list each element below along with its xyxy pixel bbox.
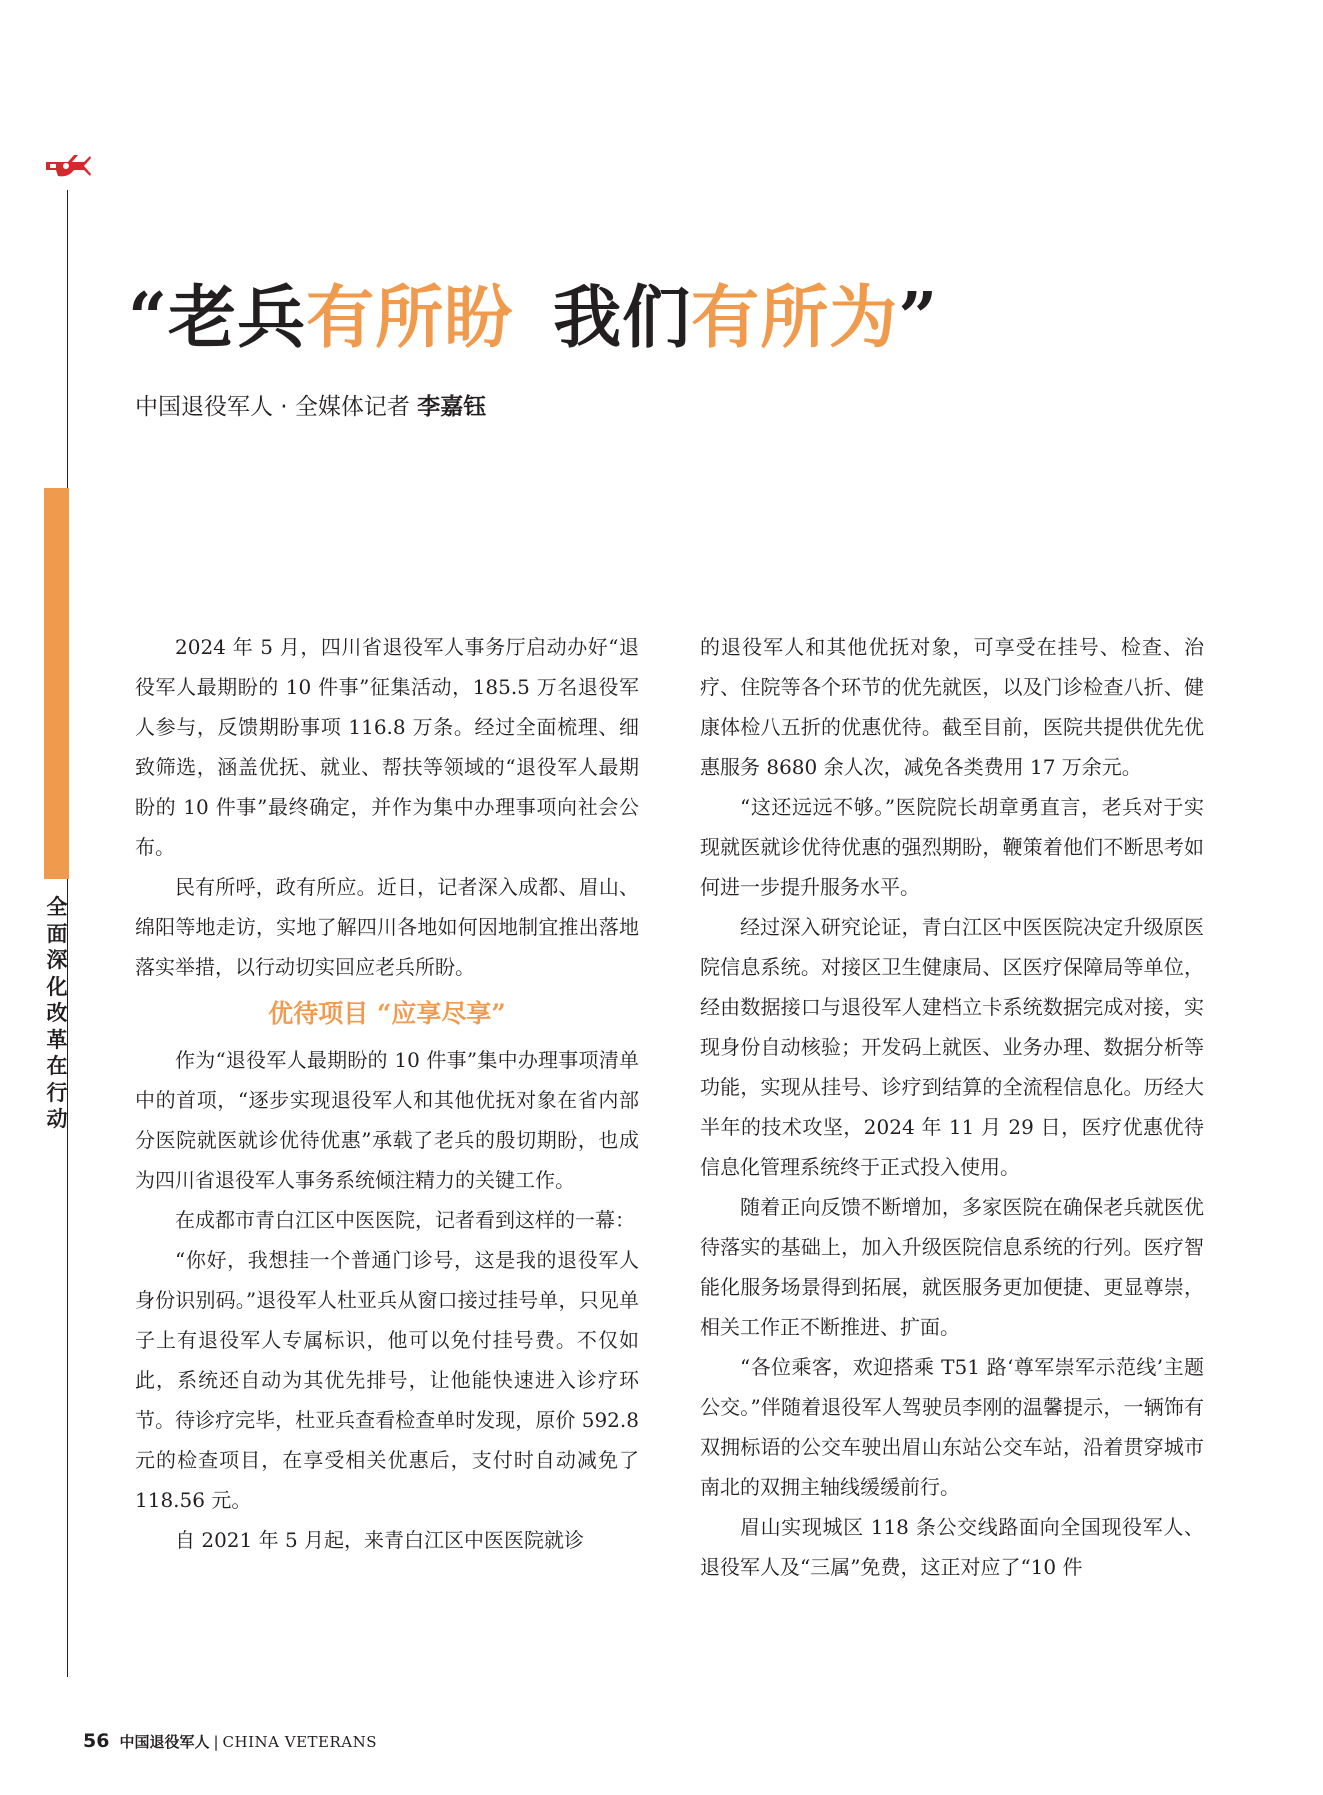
title-close-quote: ” <box>898 278 939 358</box>
paragraph-continued: 的退役军人和其他优抚对象，可享受在挂号、检查、治疗、住院等各个环节的优先就医，以及门诊检查八折、健康体检八五折的优惠优待。截至目前，医院共提供优先优惠服务 8680 余人次，减免各类费用 17 万余元。 <box>700 635 1204 779</box>
section-label-char: 化 <box>46 974 68 999</box>
section-label-char: 在 <box>46 1054 68 1078</box>
paragraph: “这还远远不够。”医院院长胡章勇直言，老兵对于实现就医就诊优待优惠的强烈期盼，鞭策着他们不断思考如何进一步提升服务水平。 <box>700 795 1204 899</box>
paragraph: 随着正向反馈不断增加，多家医院在确保老兵就医优待落实的基础上，加入升级医院信息系统的行列。医疗智能化服务场景得到拓展，就医服务更加便捷、更显尊崇，相关工作正不断推进、扩面。 <box>700 1195 1204 1339</box>
paragraph: 民有所呼，政有所应。近日，记者深入成都、眉山、绵阳等地走访，实地了解四川各地如何因地制宜推出落地落实举措，以行动切实回应老兵所盼。 <box>135 875 639 979</box>
section-accent-bar <box>44 488 69 879</box>
section-label-char: 全 <box>46 895 68 919</box>
title-highlight: 有所盼 <box>306 278 514 358</box>
paragraph: 作为“退役军人最期盼的 10 件事”集中办理事项清单中的首项，“逐步实现退役军人和其他优抚对象在省内部分医院就医就诊优待优惠”承载了老兵的殷切期盼，也成为四川省退役军人事务系统倾注精力的关键工作。 <box>135 1048 639 1192</box>
right-column <box>700 627 1204 1587</box>
section-label-char: 深 <box>46 948 68 972</box>
page-footer <box>83 1730 377 1752</box>
publication-name: 中国退役军人 <box>119 1733 210 1751</box>
paragraph: 眉山实现城区 118 条公交线路面向全国现役军人、退役军人及“三属”免费，这正对应了“10 件 <box>700 1515 1204 1579</box>
byline-author: 李嘉钰 <box>417 394 487 420</box>
byline <box>135 388 486 421</box>
section-label-char: 动 <box>46 1107 68 1131</box>
page-number: 56 <box>83 1730 110 1752</box>
left-column <box>135 627 639 1560</box>
paragraph: 2024 年 5 月，四川省退役军人事务厅启动办好“退役军人最期盼的 10 件事”征集活动，185.5 万名退役军人参与，反馈期盼事项 116.8 万条。经过全面梳理、细致筛选，涵盖优抚、就业、帮扶等领域的“退役军人最期盼的 10 件事”最终确定，并作为集中办理事项向社会公布。 <box>135 635 639 859</box>
byline-prefix: 中国退役军人 · 全媒体记者 <box>135 394 418 420</box>
paragraph: 在成都市青白江区中医医院，记者看到这样的一幕： <box>175 1208 635 1232</box>
title-open-quote: “ <box>128 278 169 358</box>
section-label-char: 行 <box>46 1080 68 1105</box>
title-highlight: 有所为 <box>691 278 899 358</box>
paragraph: “各位乘客，欢迎搭乘 T51 路‘尊军崇军示范线’主题公交。”伴随着退役军人驾驶员李刚的温馨提示，一辆饰有双拥标语的公交车驶出眉山东站公交车站，沿着贯穿城市南北的双拥主轴线缓缓前行。 <box>700 1355 1204 1499</box>
paragraph: 自 2021 年 5 月起，来青白江区中医医院就诊 <box>175 1528 585 1552</box>
section-label-char: 面 <box>46 921 68 946</box>
title-part: 老兵 <box>168 278 307 358</box>
paragraph: 经过深入研究论证，青白江区中医医院决定升级原医院信息系统。对接区卫生健康局、区医疗保障局等单位，经由数据接口与退役军人建档立卡系统数据完成对接，实现身份自动核验；开发码上就医、业务办理、数据分析等功能，实现从挂号、诊疗到结算的全流程信息化。历经大半年的技术攻坚，2024 年 11 月 29 日，医疗优惠优待信息化管理系统终于正式投入使用。 <box>700 915 1204 1179</box>
article-title <box>128 270 938 366</box>
paragraph: “你好，我想挂一个普通门诊号，这是我的退役军人身份识别码。”退役军人杜亚兵从窗口接过挂号单，只见单子上有退役军人专属标识，他可以免付挂号费。不仅如此，系统还自动为其优先排号，让他能快速进入诊疗环节。待诊疗完毕，杜亚兵查看检查单时发现，原价 592.8 元的检查项目，在享受相关优惠后，支付时自动减免了 118.56 元。 <box>135 1248 639 1512</box>
footer-separator: | <box>213 1733 219 1751</box>
section-label <box>42 894 72 1133</box>
magazine-logo-icon <box>44 152 92 180</box>
subheading: 优待项目 “应享尽享” <box>268 999 506 1028</box>
title-part: 我们 <box>553 278 692 358</box>
section-label-char: 革 <box>46 1027 68 1052</box>
section-label-char: 改 <box>46 1001 68 1025</box>
publication-name-en: CHINA VETERANS <box>222 1733 378 1751</box>
